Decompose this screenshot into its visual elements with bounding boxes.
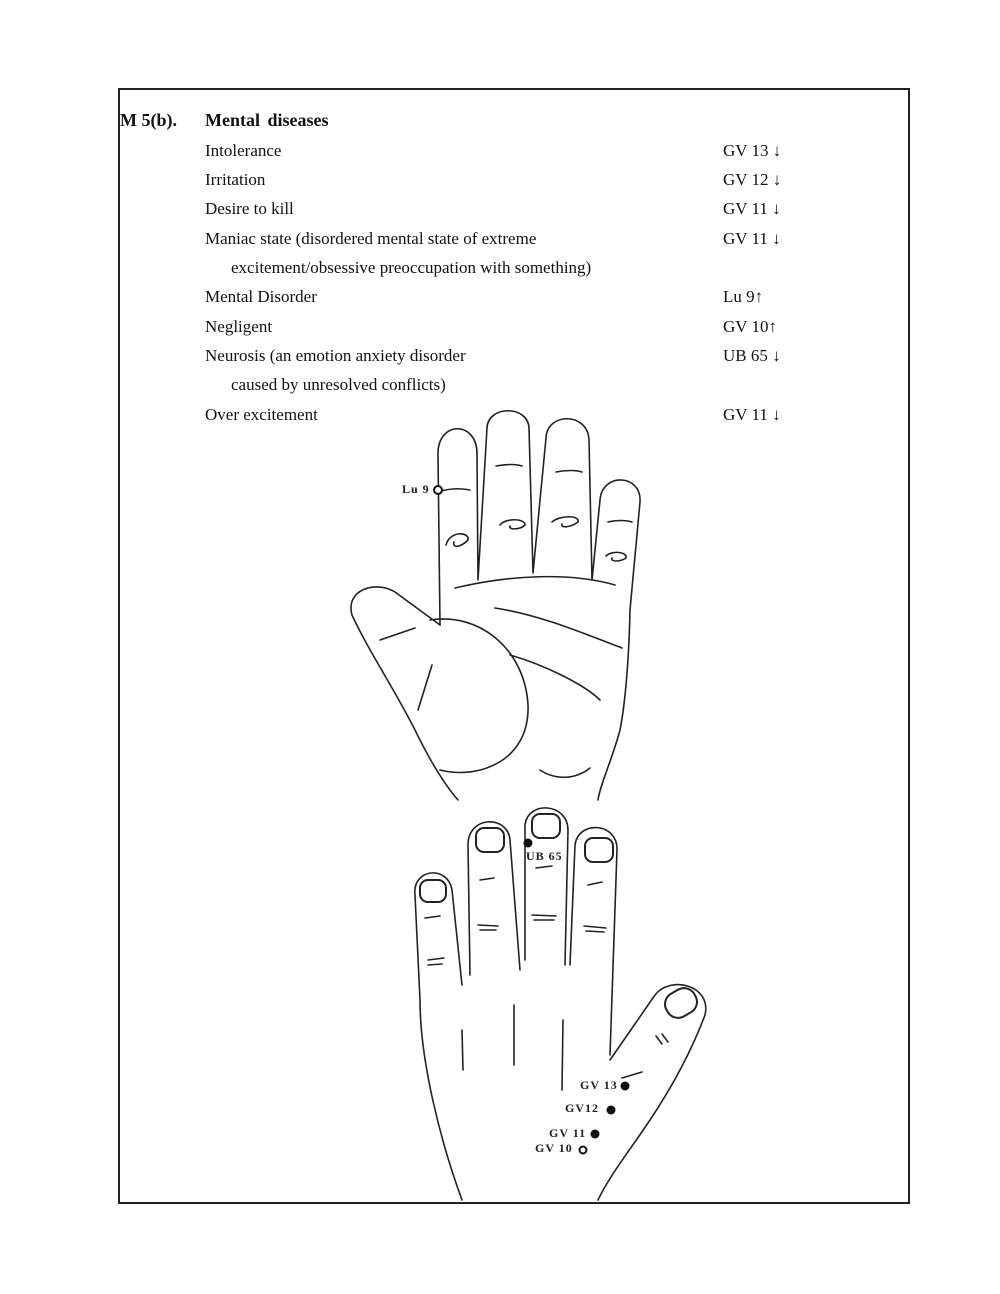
gv11-point-marker bbox=[591, 1130, 600, 1139]
condition-label: Neurosis (an emotion anxiety disorder bbox=[205, 346, 466, 365]
point-label: GV 10↑ bbox=[723, 317, 777, 336]
thumb-crease bbox=[380, 628, 415, 640]
gv10-label: GV 10 bbox=[535, 1141, 573, 1155]
tendon-line bbox=[562, 1020, 563, 1090]
point-label: GV 12 ↓ bbox=[723, 170, 782, 189]
condition-label: Maniac state (disordered mental state of extreme bbox=[205, 229, 537, 248]
palm-crease bbox=[455, 577, 615, 588]
section-code: M 5(b). bbox=[120, 110, 177, 130]
gv10-point-marker bbox=[580, 1147, 587, 1154]
thumb-crease bbox=[418, 665, 432, 710]
gv13-label: GV 13 bbox=[580, 1078, 618, 1092]
ub65-point-marker bbox=[524, 839, 533, 848]
wrist-crease bbox=[540, 768, 590, 777]
condition-label: Intolerance bbox=[205, 141, 282, 160]
thumb-crease bbox=[656, 1034, 668, 1044]
hand-outline bbox=[415, 873, 462, 1200]
back-of-hand-illustration bbox=[415, 808, 706, 1200]
knuckle-crease bbox=[478, 878, 498, 930]
condition-label: Desire to kill bbox=[205, 199, 294, 218]
gv11-label: GV 11 bbox=[549, 1126, 587, 1140]
gv12-label: GV12 bbox=[565, 1101, 599, 1115]
condition-label: Mental Disorder bbox=[205, 287, 317, 306]
finger-crease bbox=[556, 471, 582, 473]
tendon-line bbox=[462, 1030, 463, 1070]
fingernail bbox=[476, 828, 504, 852]
knuckle-crease bbox=[532, 866, 556, 920]
condition-continuation: caused by unresolved conflicts) bbox=[231, 375, 446, 394]
point-label: GV 13 ↓ bbox=[723, 141, 782, 160]
finger-crease bbox=[552, 517, 578, 527]
point-label: Lu 9↑ bbox=[723, 287, 764, 306]
fingernail bbox=[420, 880, 446, 902]
knuckle-crease bbox=[584, 882, 606, 932]
condition-continuation: excitement/obsessive preoccupation with something) bbox=[231, 258, 592, 277]
gv13-point-marker bbox=[621, 1082, 630, 1091]
point-label: GV 11 ↓ bbox=[723, 405, 781, 424]
palm-illustration bbox=[351, 411, 640, 800]
finger-crease bbox=[500, 520, 525, 529]
section-title: Mental diseases bbox=[205, 110, 329, 130]
finger-crease bbox=[608, 521, 632, 523]
point-label: UB 65 ↓ bbox=[723, 346, 781, 365]
fingernail bbox=[585, 838, 613, 862]
point-label: GV 11 ↓ bbox=[723, 229, 781, 248]
knuckle-crease bbox=[425, 916, 444, 965]
lu9-point-marker bbox=[434, 486, 442, 494]
condition-label: Negligent bbox=[205, 317, 273, 336]
palm-outline bbox=[438, 411, 640, 800]
finger-crease bbox=[446, 534, 468, 546]
finger-crease bbox=[496, 465, 522, 467]
finger-crease bbox=[606, 552, 626, 561]
palm-crease bbox=[495, 608, 622, 648]
condition-label: Over excitement bbox=[205, 405, 318, 424]
condition-label: Irritation bbox=[205, 170, 266, 189]
lu9-label: Lu 9 bbox=[402, 482, 430, 496]
gv12-point-marker bbox=[607, 1106, 616, 1115]
fingernail bbox=[532, 814, 560, 838]
tendon-line bbox=[622, 1072, 642, 1078]
thumb-outline bbox=[598, 985, 706, 1200]
point-label: GV 11 ↓ bbox=[723, 199, 781, 218]
ub65-label: UB 65 bbox=[526, 849, 563, 863]
thenar-line bbox=[430, 619, 528, 773]
